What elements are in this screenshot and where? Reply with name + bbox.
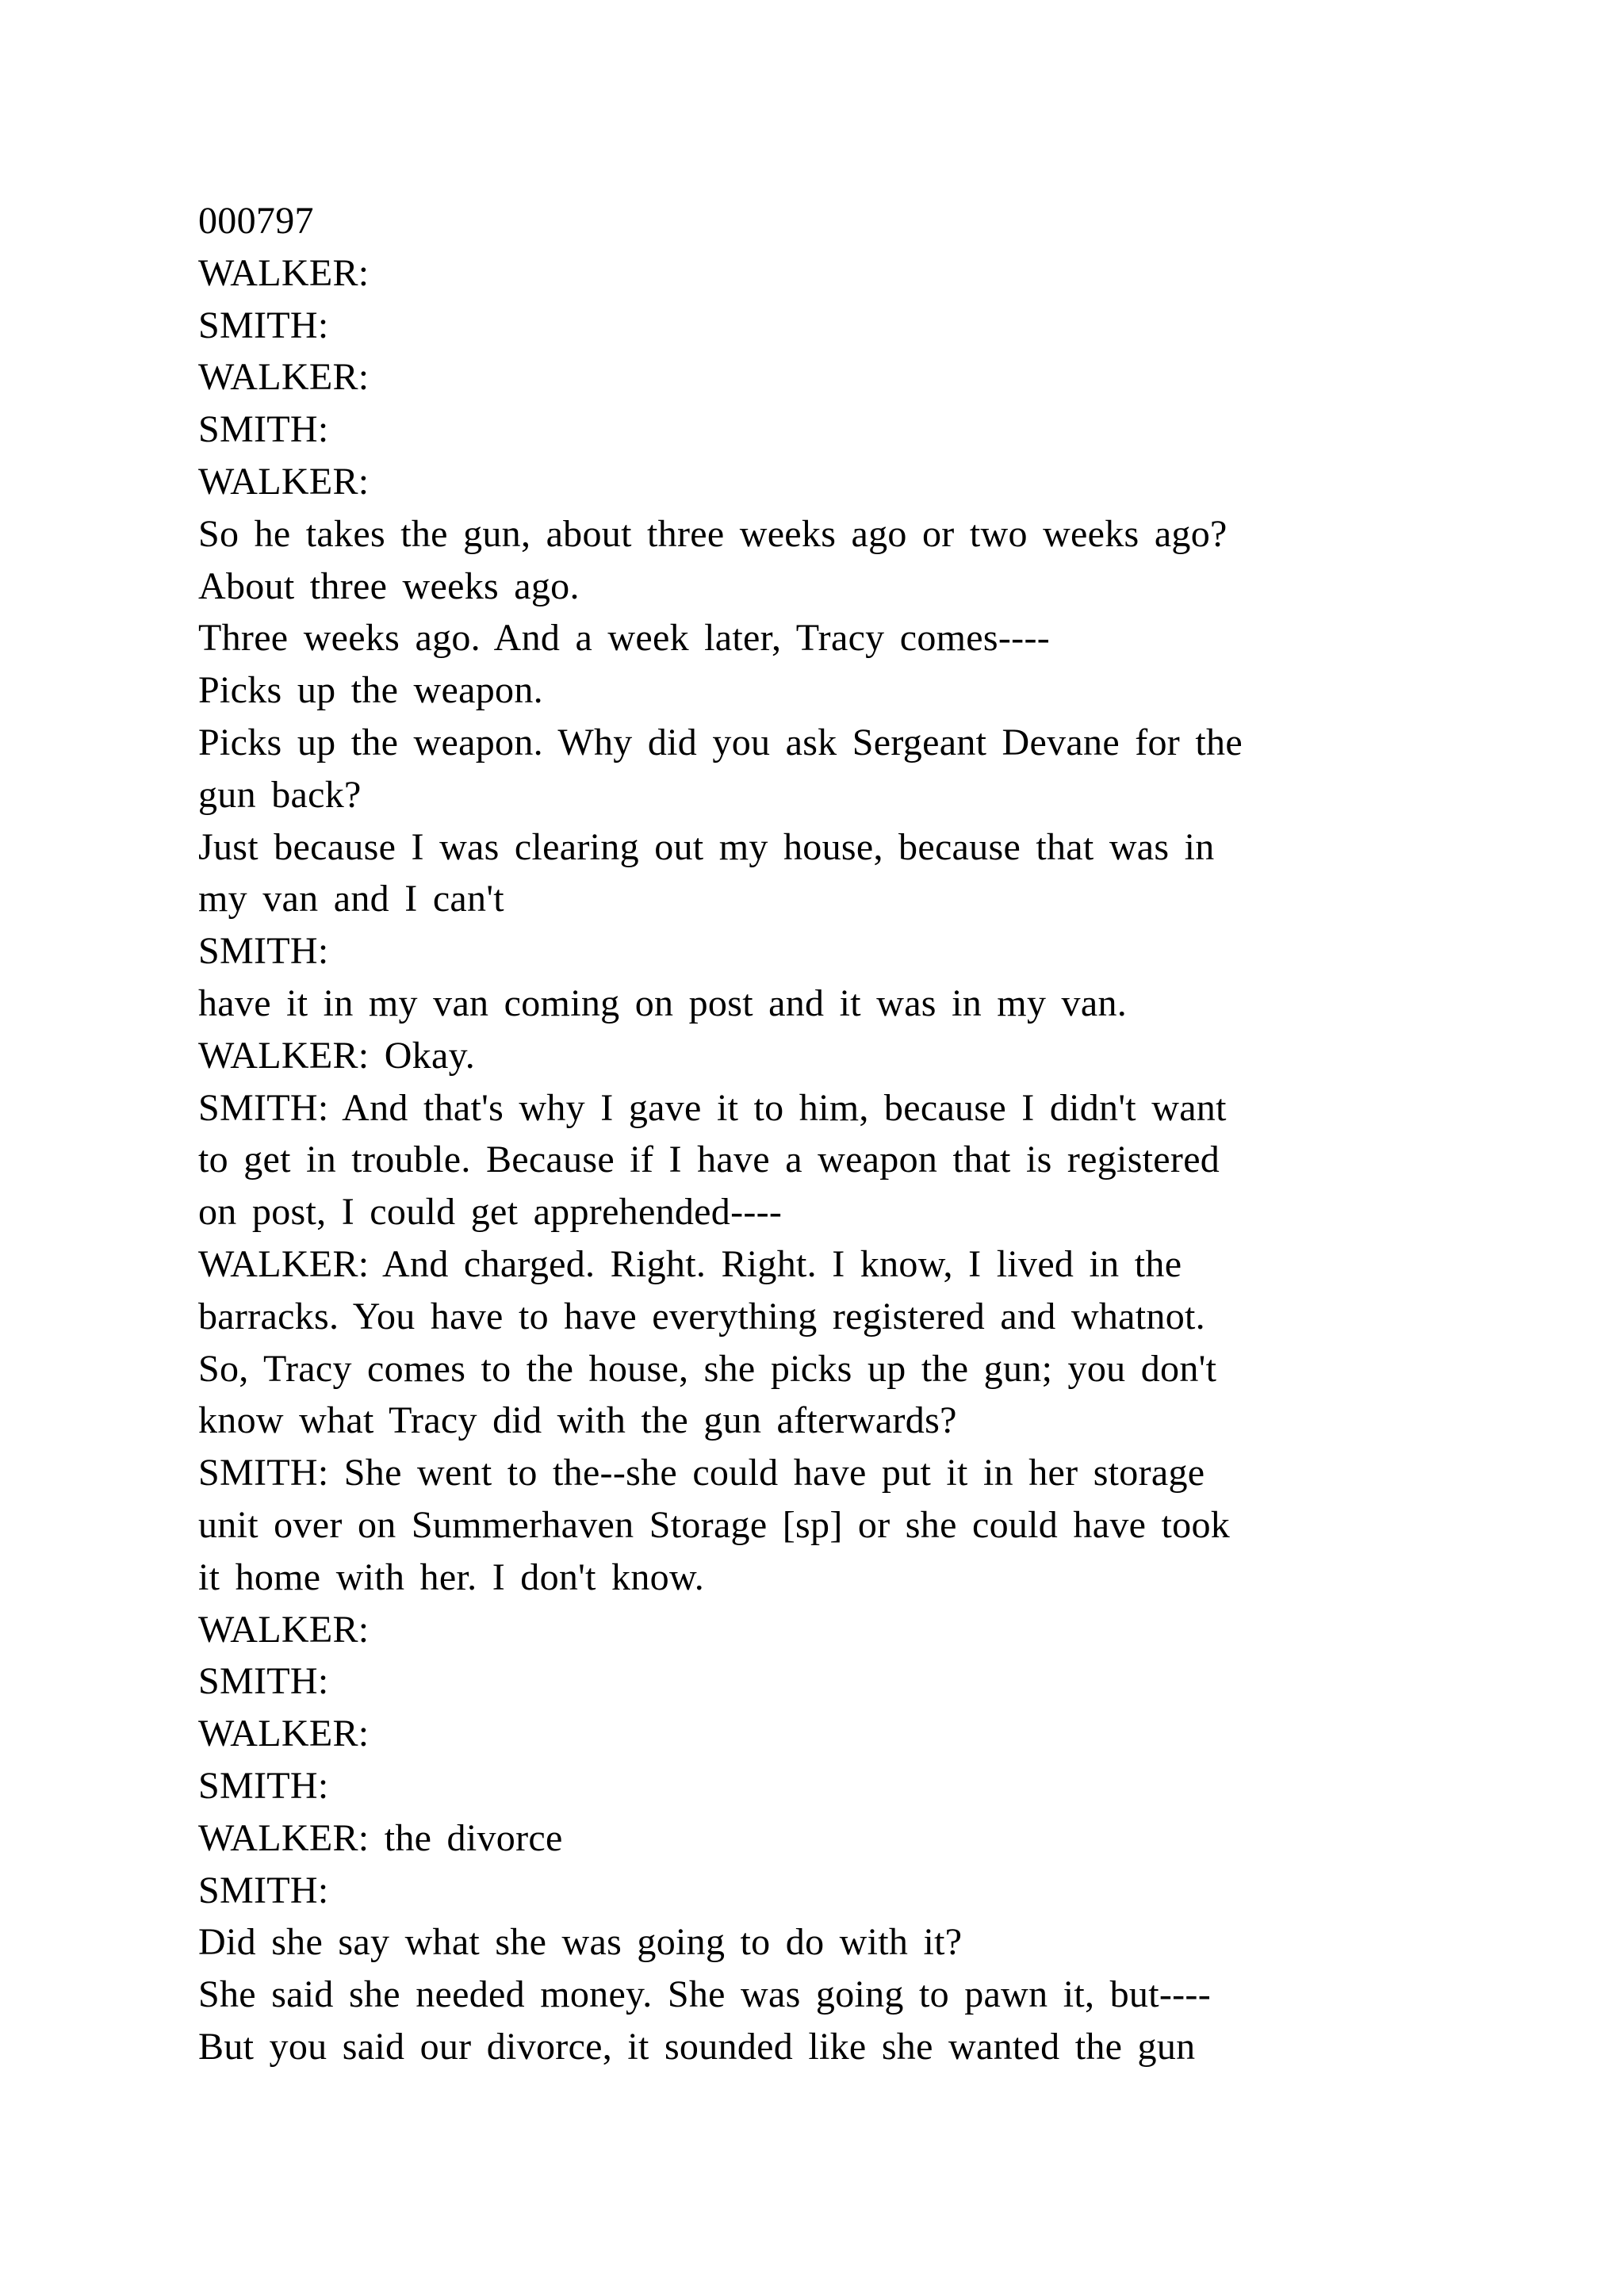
transcript-line: know what Tracy did with the gun afterwards? xyxy=(198,1399,957,1442)
transcript-line: SMITH: xyxy=(198,1764,329,1807)
transcript-line: Picks up the weapon. Why did you ask Sergeant Devane for the xyxy=(198,721,1243,763)
transcript-line: SMITH: xyxy=(198,930,329,973)
transcript-line: it home with her. I don't know. xyxy=(198,1556,705,1598)
transcript-line: WALKER: xyxy=(198,460,370,503)
page-id: 000797 xyxy=(198,200,314,242)
transcript-line: have it in my van coming on post and it was in my van. xyxy=(198,982,1128,1024)
transcript-body xyxy=(198,195,1435,2073)
transcript-line: WALKER: xyxy=(198,1608,370,1651)
transcript-line: About three weeks ago. xyxy=(198,564,580,607)
transcript-line: gun back? xyxy=(198,773,362,816)
transcript-line: on post, I could get apprehended---- xyxy=(198,1191,783,1234)
transcript-line: Did she say what she was going to do with it? xyxy=(198,1921,963,1964)
transcript-line: So, Tracy comes to the house, she picks up the gun; you don't xyxy=(198,1347,1217,1390)
transcript-line: WALKER: xyxy=(198,1712,370,1755)
transcript-line: She said she needed money. She was going to pawn it, but---- xyxy=(198,1973,1211,2016)
transcript-line: SMITH: xyxy=(198,1660,329,1703)
transcript-line: WALKER: Okay. xyxy=(198,1034,476,1077)
transcript-line: SMITH: xyxy=(198,1869,329,1911)
transcript-line: barracks. You have to have everything registered and whatnot. xyxy=(198,1295,1205,1337)
transcript-line: unit over on Summerhaven Storage [sp] or she could have took xyxy=(198,1503,1231,1546)
transcript-line: But you said our divorce, it sounded like she wanted the gun xyxy=(198,2025,1196,2068)
transcript-line: to get in trouble. Because if I have a weapon that is registered xyxy=(198,1138,1220,1181)
transcript-line: SMITH: And that's why I gave it to him, because I didn't want xyxy=(198,1086,1227,1129)
transcript-line: Picks up the weapon. xyxy=(198,669,543,712)
transcript-line: SMITH: She went to the--she could have put it in her storage xyxy=(198,1452,1205,1494)
transcript-line: SMITH: xyxy=(198,408,329,451)
transcript-line: WALKER: the divorce xyxy=(198,1816,563,1859)
transcript-line: Just because I was clearing out my house, because that was in xyxy=(198,825,1215,868)
transcript-line: WALKER: And charged. Right. Right. I know, I lived in the xyxy=(198,1242,1182,1285)
transcript-line: SMITH: xyxy=(198,304,329,346)
transcript-line: my van and I can't xyxy=(198,878,504,920)
transcript-line: Three weeks ago. And a week later, Tracy comes---- xyxy=(198,617,1051,660)
transcript-line: WALKER: xyxy=(198,356,370,399)
transcript-line: So he takes the gun, about three weeks ago or two weeks ago? xyxy=(198,512,1228,555)
transcript-line: WALKER: xyxy=(198,251,370,294)
